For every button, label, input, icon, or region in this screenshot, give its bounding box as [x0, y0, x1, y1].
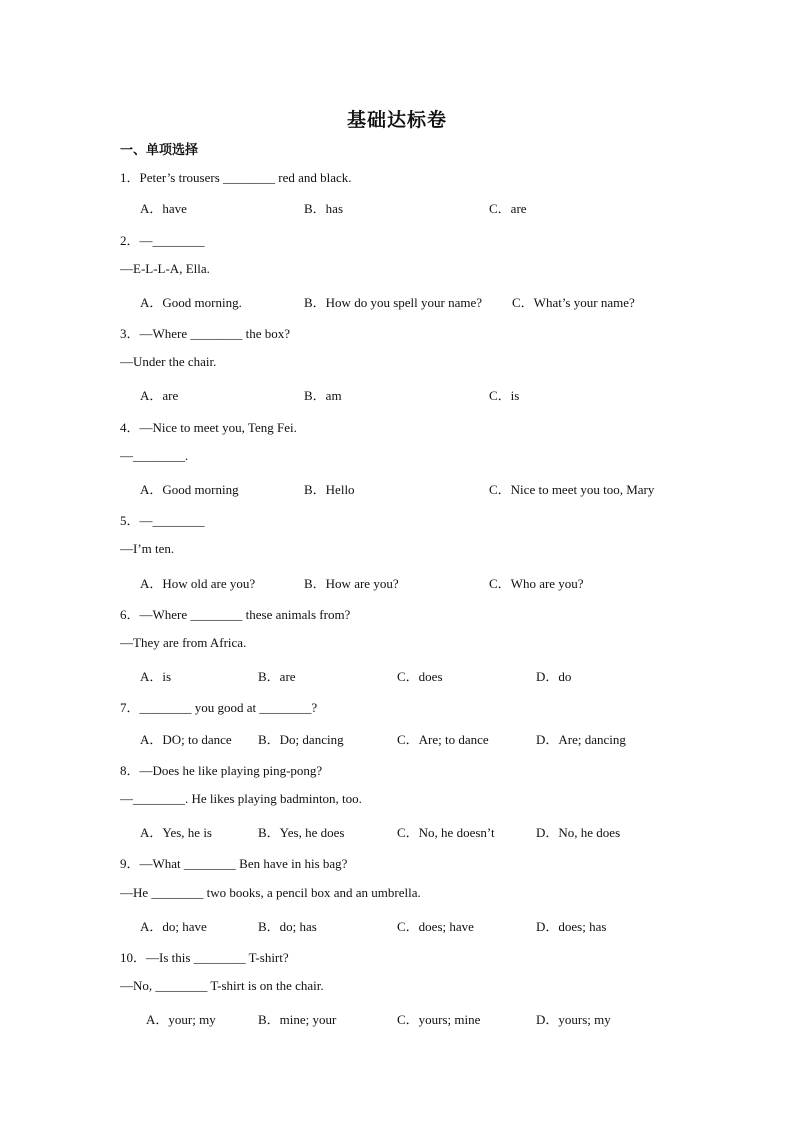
- dialogue-line: —No, ________ T-shirt is on the chair.: [120, 978, 324, 993]
- option-a[interactable]: A．Good morning: [140, 482, 239, 497]
- option-b[interactable]: B．do; has: [258, 919, 317, 934]
- option-b[interactable]: B．Yes, he does: [258, 825, 345, 840]
- option-a[interactable]: A．DO; to dance: [140, 732, 232, 747]
- option-c[interactable]: C．Are; to dance: [397, 732, 489, 747]
- option-c[interactable]: C．yours; mine: [397, 1012, 481, 1027]
- option-c[interactable]: C．does: [397, 669, 443, 684]
- option-d[interactable]: D．do: [536, 669, 572, 684]
- question-stem: 3．—Where ________ the box?: [120, 326, 291, 341]
- option-d[interactable]: D．No, he does: [536, 825, 621, 840]
- question-stem: 6．—Where ________ these animals from?: [120, 607, 351, 622]
- page-title: 基础达标卷: [346, 110, 447, 131]
- option-a[interactable]: A．Good morning.: [140, 295, 242, 310]
- option-d[interactable]: D．Are; dancing: [536, 732, 626, 747]
- option-c[interactable]: C．are: [489, 201, 527, 216]
- question-stem: 4．—Nice to meet you, Teng Fei.: [120, 420, 297, 435]
- section-heading: 一、单项选择: [120, 142, 199, 157]
- option-b[interactable]: B．mine; your: [258, 1012, 337, 1027]
- option-a[interactable]: A．do; have: [140, 919, 207, 934]
- option-a[interactable]: A．have: [140, 201, 187, 216]
- dialogue-line: —________. He likes playing badminton, too.: [120, 791, 362, 806]
- question-stem: 5．—________: [120, 513, 205, 528]
- dialogue-line: —Under the chair.: [120, 354, 217, 369]
- option-a[interactable]: A．are: [140, 388, 179, 403]
- option-b[interactable]: B．are: [258, 669, 296, 684]
- option-c[interactable]: C．No, he doesn’t: [397, 825, 495, 840]
- option-c[interactable]: C．is: [489, 388, 520, 403]
- option-b[interactable]: B．am: [304, 388, 342, 403]
- option-b[interactable]: B．Hello: [304, 482, 355, 497]
- option-d[interactable]: D．yours; my: [536, 1012, 611, 1027]
- dialogue-line: —I’m ten.: [120, 541, 175, 556]
- option-b[interactable]: B．has: [304, 201, 344, 216]
- option-c[interactable]: C．Nice to meet you too, Mary: [489, 482, 655, 497]
- question-stem: 10．—Is this ________ T-shirt?: [120, 950, 289, 965]
- option-b[interactable]: B．How do you spell your name?: [304, 295, 483, 310]
- option-b[interactable]: B．Do; dancing: [258, 732, 344, 747]
- option-a[interactable]: A．How old are you?: [140, 576, 256, 591]
- option-b[interactable]: B．How are you?: [304, 576, 399, 591]
- option-c[interactable]: C．What’s your name?: [512, 295, 635, 310]
- option-a[interactable]: A．your; my: [146, 1012, 216, 1027]
- option-c[interactable]: C．does; have: [397, 919, 474, 934]
- dialogue-line: —________.: [120, 448, 189, 463]
- dialogue-line: —E-L-L-A, Ella.: [120, 261, 210, 276]
- option-c[interactable]: C．Who are you?: [489, 576, 584, 591]
- question-stem: 2．—________: [120, 233, 205, 248]
- question-stem: 8．—Does he like playing ping-pong?: [120, 763, 323, 778]
- option-a[interactable]: A．Yes, he is: [140, 825, 212, 840]
- question-stem: 9．—What ________ Ben have in his bag?: [120, 856, 348, 871]
- question-stem: 7．________ you good at ________?: [120, 700, 318, 715]
- dialogue-line: —He ________ two books, a pencil box and an umbrella.: [120, 885, 421, 900]
- question-stem: 1．Peter’s trousers ________ red and black.: [120, 170, 352, 185]
- dialogue-line: —They are from Africa.: [120, 635, 247, 650]
- option-d[interactable]: D．does; has: [536, 919, 607, 934]
- option-a[interactable]: A．is: [140, 669, 172, 684]
